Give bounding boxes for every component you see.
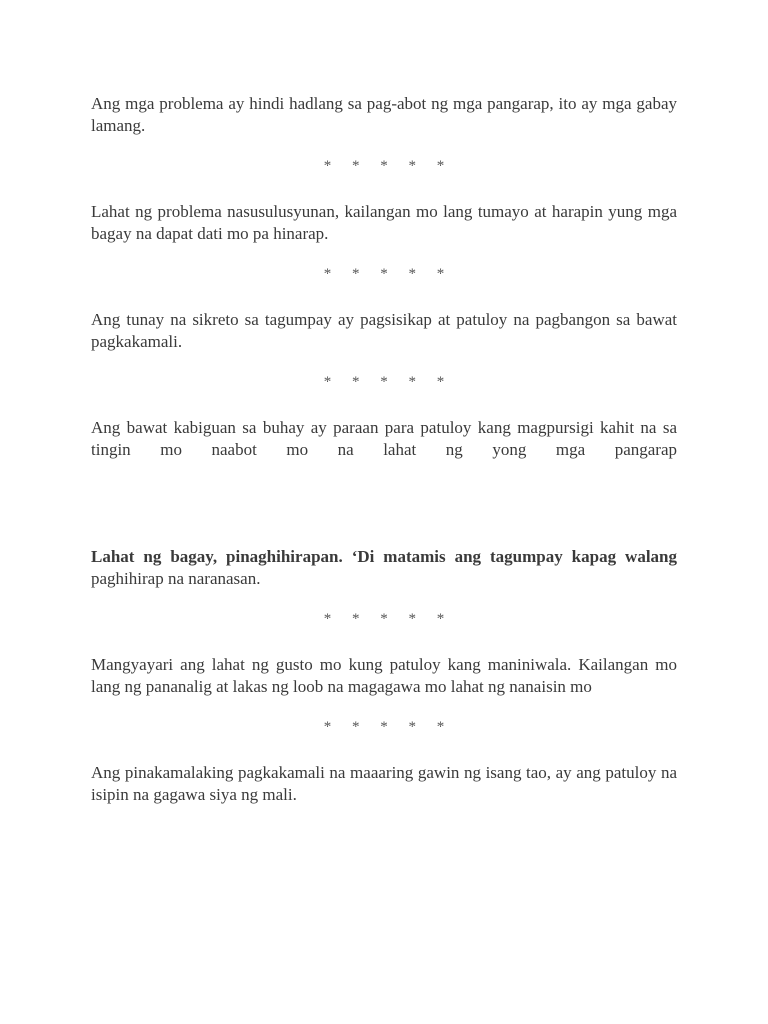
quote-paragraph-1: Ang mga problema ay hindi hadlang sa pag-abot ng mga pangarap, ito ay mga gabay lamang. <box>91 94 677 135</box>
quote-paragraph-5-rest: paghihirap na naranasan. <box>91 569 261 588</box>
separator-stars-2: * * * * * <box>323 266 445 282</box>
quote-paragraph-5 <box>91 546 677 590</box>
quote-paragraph-2: Lahat ng problema nasusulusyunan, kailangan mo lang tumayo at harapin yung mga bagay na dapat dati mo pa hinarap. <box>91 202 677 243</box>
quote-paragraph-3: Ang tunay na sikreto sa tagumpay ay pagsisikap at patuloy na pagbangon sa bawat pagkakamali. <box>91 310 677 351</box>
quote-paragraph-4: Ang bawat kabiguan sa buhay ay paraan para patuloy kang magpursigi kahit na sa tingin mo naabot mo na lahat ng yong mga pangarap <box>91 418 677 459</box>
separator-stars-4: * * * * * <box>323 611 445 627</box>
quote-paragraph-5-lead: Lahat ng bagay, pinaghihirapan. ‘Di matamis ang tagumpay kapag walang <box>91 547 677 566</box>
separator-stars-1: * * * * * <box>323 158 445 174</box>
separator-stars-5: * * * * * <box>323 719 445 735</box>
quote-paragraph-6: Mangyayari ang lahat ng gusto mo kung patuloy kang maniniwala. Kailangan mo lang ng pananalig at lakas ng loob na magagawa mo lahat ng nanaisin mo <box>91 655 677 696</box>
quote-paragraph-7: Ang pinakamalaking pagkakamali na maaaring gawin ng isang tao, ay ang patuloy na isipin na gagawa siya ng mali. <box>91 763 677 804</box>
separator-stars-3: * * * * * <box>323 374 445 390</box>
